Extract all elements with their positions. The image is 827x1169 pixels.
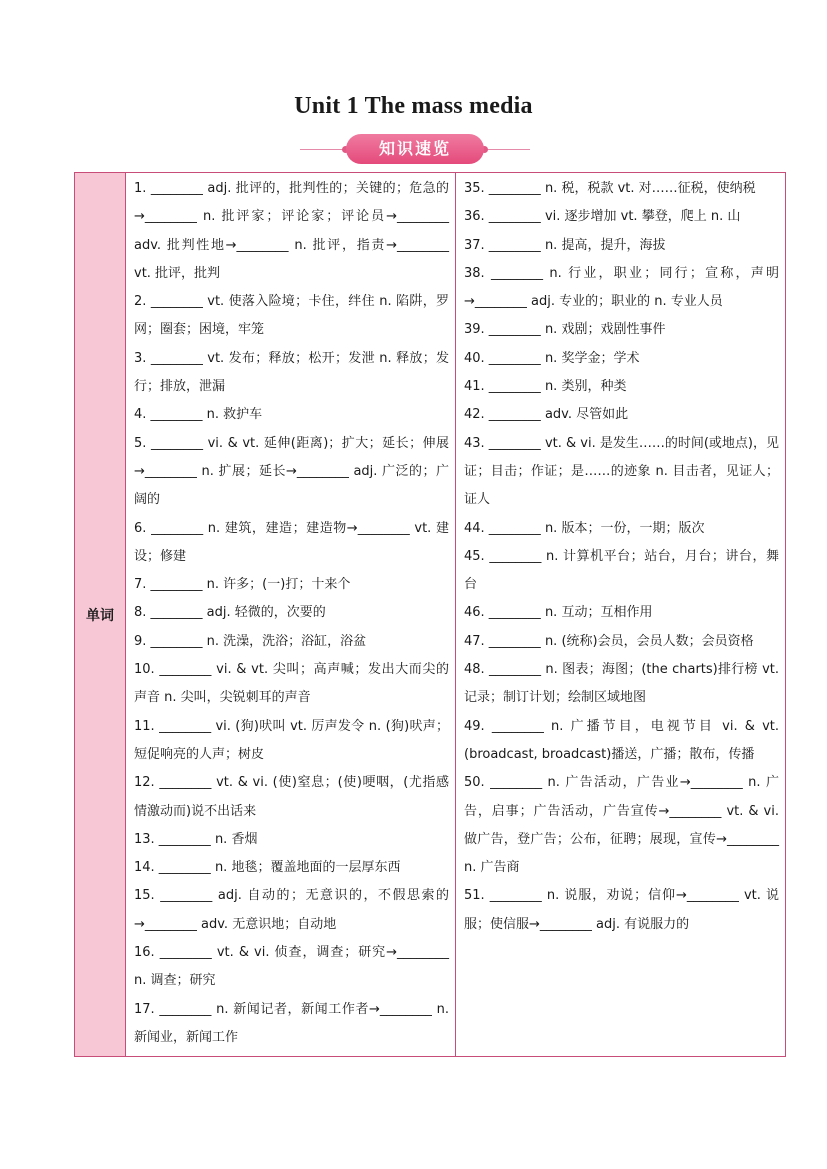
vocabulary-row	[75, 173, 786, 1057]
vocab-entry: 10. ________ vi. & vt. 尖叫；高声喊；发出大而尖的声音 n. 尖叫，尖锐刺耳的声音	[134, 662, 449, 706]
vocab-entry: 38. ________ n. 行业，职业；同行；宣称，声明→________ adj. 专业的；职业的 n. 专业人员	[464, 265, 779, 310]
vocab-entry: 12. ________ vt. & vi. (使)窒息；(使)哽咽，(尤指感情激动而)说不出话来	[134, 775, 449, 819]
vocab-entry: 42. ________ adv. 尽管如此	[464, 407, 629, 423]
vocab-entry: 36. ________ vi. 逐步增加 vt. 攀登，爬上 n. 山	[464, 209, 741, 225]
right-column	[456, 173, 786, 1057]
vocab-entry: 8. ________ adj. 轻微的，次要的	[134, 605, 326, 621]
vocab-entry: 48. ________ n. 图表；海图；(the charts)排行榜 vt. 记录；制订计划；绘制区域地图	[464, 662, 779, 706]
vocab-entry: 49. ________ n. 广播节目，电视节目 vi. & vt. (broadcast, broadcast)播送，广播；散布，传播	[464, 718, 779, 762]
vocab-entry: 35. ________ n. 税，税款 vt. 对……征税，使纳税	[464, 181, 756, 196]
left-column	[126, 173, 456, 1057]
vocab-entry: 40. ________ n. 奖学金；学术	[464, 350, 640, 366]
vocab-entry: 15. ________ adj. 自动的；无意识的，不假思索的→________ adv. 无意识地；自动地	[134, 888, 449, 932]
vocab-entry: 9. ________ n. 洗澡，洗浴；浴缸，浴盆	[134, 633, 367, 649]
vocab-entry: 13. ________ n. 香烟	[134, 831, 258, 847]
banner-badge: 知识速览	[346, 134, 484, 164]
vocab-entry: 4. ________ n. 救护车	[134, 407, 263, 423]
vocab-entry: 44. ________ n. 版本；一份，一期；版次	[464, 520, 705, 536]
vocab-entry: 1. ________ adj. 批评的，批判性的；关键的；危急的→________ n. 批评家；评论家；评论员→________ adv. 批判性地→________ n. 批评，指责→________ vt. 批评，批判	[134, 181, 449, 281]
vocab-entry: 45. ________ n. 计算机平台；站台，月台；讲台，舞台	[464, 548, 779, 593]
vocab-entry: 51. ________ n. 说服，劝说；信仰→________ vt. 说服；使信服→________ adj. 有说服力的	[464, 888, 779, 932]
page-title: Unit 1 The mass media	[294, 93, 533, 119]
section-label: 单词	[75, 173, 126, 1057]
vocab-entry: 46. ________ n. 互动；互相作用	[464, 605, 653, 621]
vocab-entry: 39. ________ n. 戏剧；戏剧性事件	[464, 322, 666, 338]
vocab-entry: 5. ________ vi. & vt. 延伸(距离)；扩大；延长；伸展→________ n. 扩展；延长→________ adj. 广泛的；广阔的	[134, 435, 449, 508]
vocabulary-table	[74, 172, 786, 1057]
vocab-entry: 2. ________ vt. 使落入险境；卡住，绊住 n. 陷阱，罗网；圈套；困境，牢笼	[134, 294, 449, 338]
vocab-entry: 14. ________ n. 地毯；覆盖地面的一层厚东西	[134, 860, 401, 876]
vocab-entry: 11. ________ vi. (狗)吠叫 vt. 厉声发令 n. (狗)吠声；短促响亮的人声；树皮	[134, 718, 449, 762]
vocab-entry: 16. ________ vt. & vi. 侦查，调查；研究→________ n. 调查；研究	[134, 945, 449, 989]
section-banner	[300, 134, 530, 166]
vocab-entry: 47. ________ n. (统称)会员，会员人数；会员资格	[464, 633, 754, 649]
vocab-entry: 41. ________ n. 类别，种类	[464, 379, 627, 395]
vocab-entry: 17. ________ n. 新闻记者，新闻工作者→________ n. 新闻业，新闻工作	[134, 1001, 449, 1045]
vocab-entry: 43. ________ vt. & vi. 是发生……的时间(或地点)，见证；目击；作证；是……的迹象 n. 目击者，见证人；证人	[464, 435, 779, 508]
vocab-entry: 7. ________ n. 许多；(一)打；十来个	[134, 577, 351, 593]
vocab-entry: 3. ________ vt. 发布；释放；松开；发泄 n. 释放；发行；排放，泄漏	[134, 350, 449, 395]
vocab-entry: 37. ________ n. 提高，提升，海拔	[464, 237, 666, 253]
vocab-entry: 50. ________ n. 广告活动，广告业→________ n. 广告，启事；广告活动，广告宣传→________ vt. & vi. 做广告，登广告；公布，征聘；展现，宣传→________ n. 广告商	[464, 775, 779, 876]
vocab-entry: 6. ________ n. 建筑，建造；建造物→________ vt. 建设；修建	[134, 520, 449, 564]
